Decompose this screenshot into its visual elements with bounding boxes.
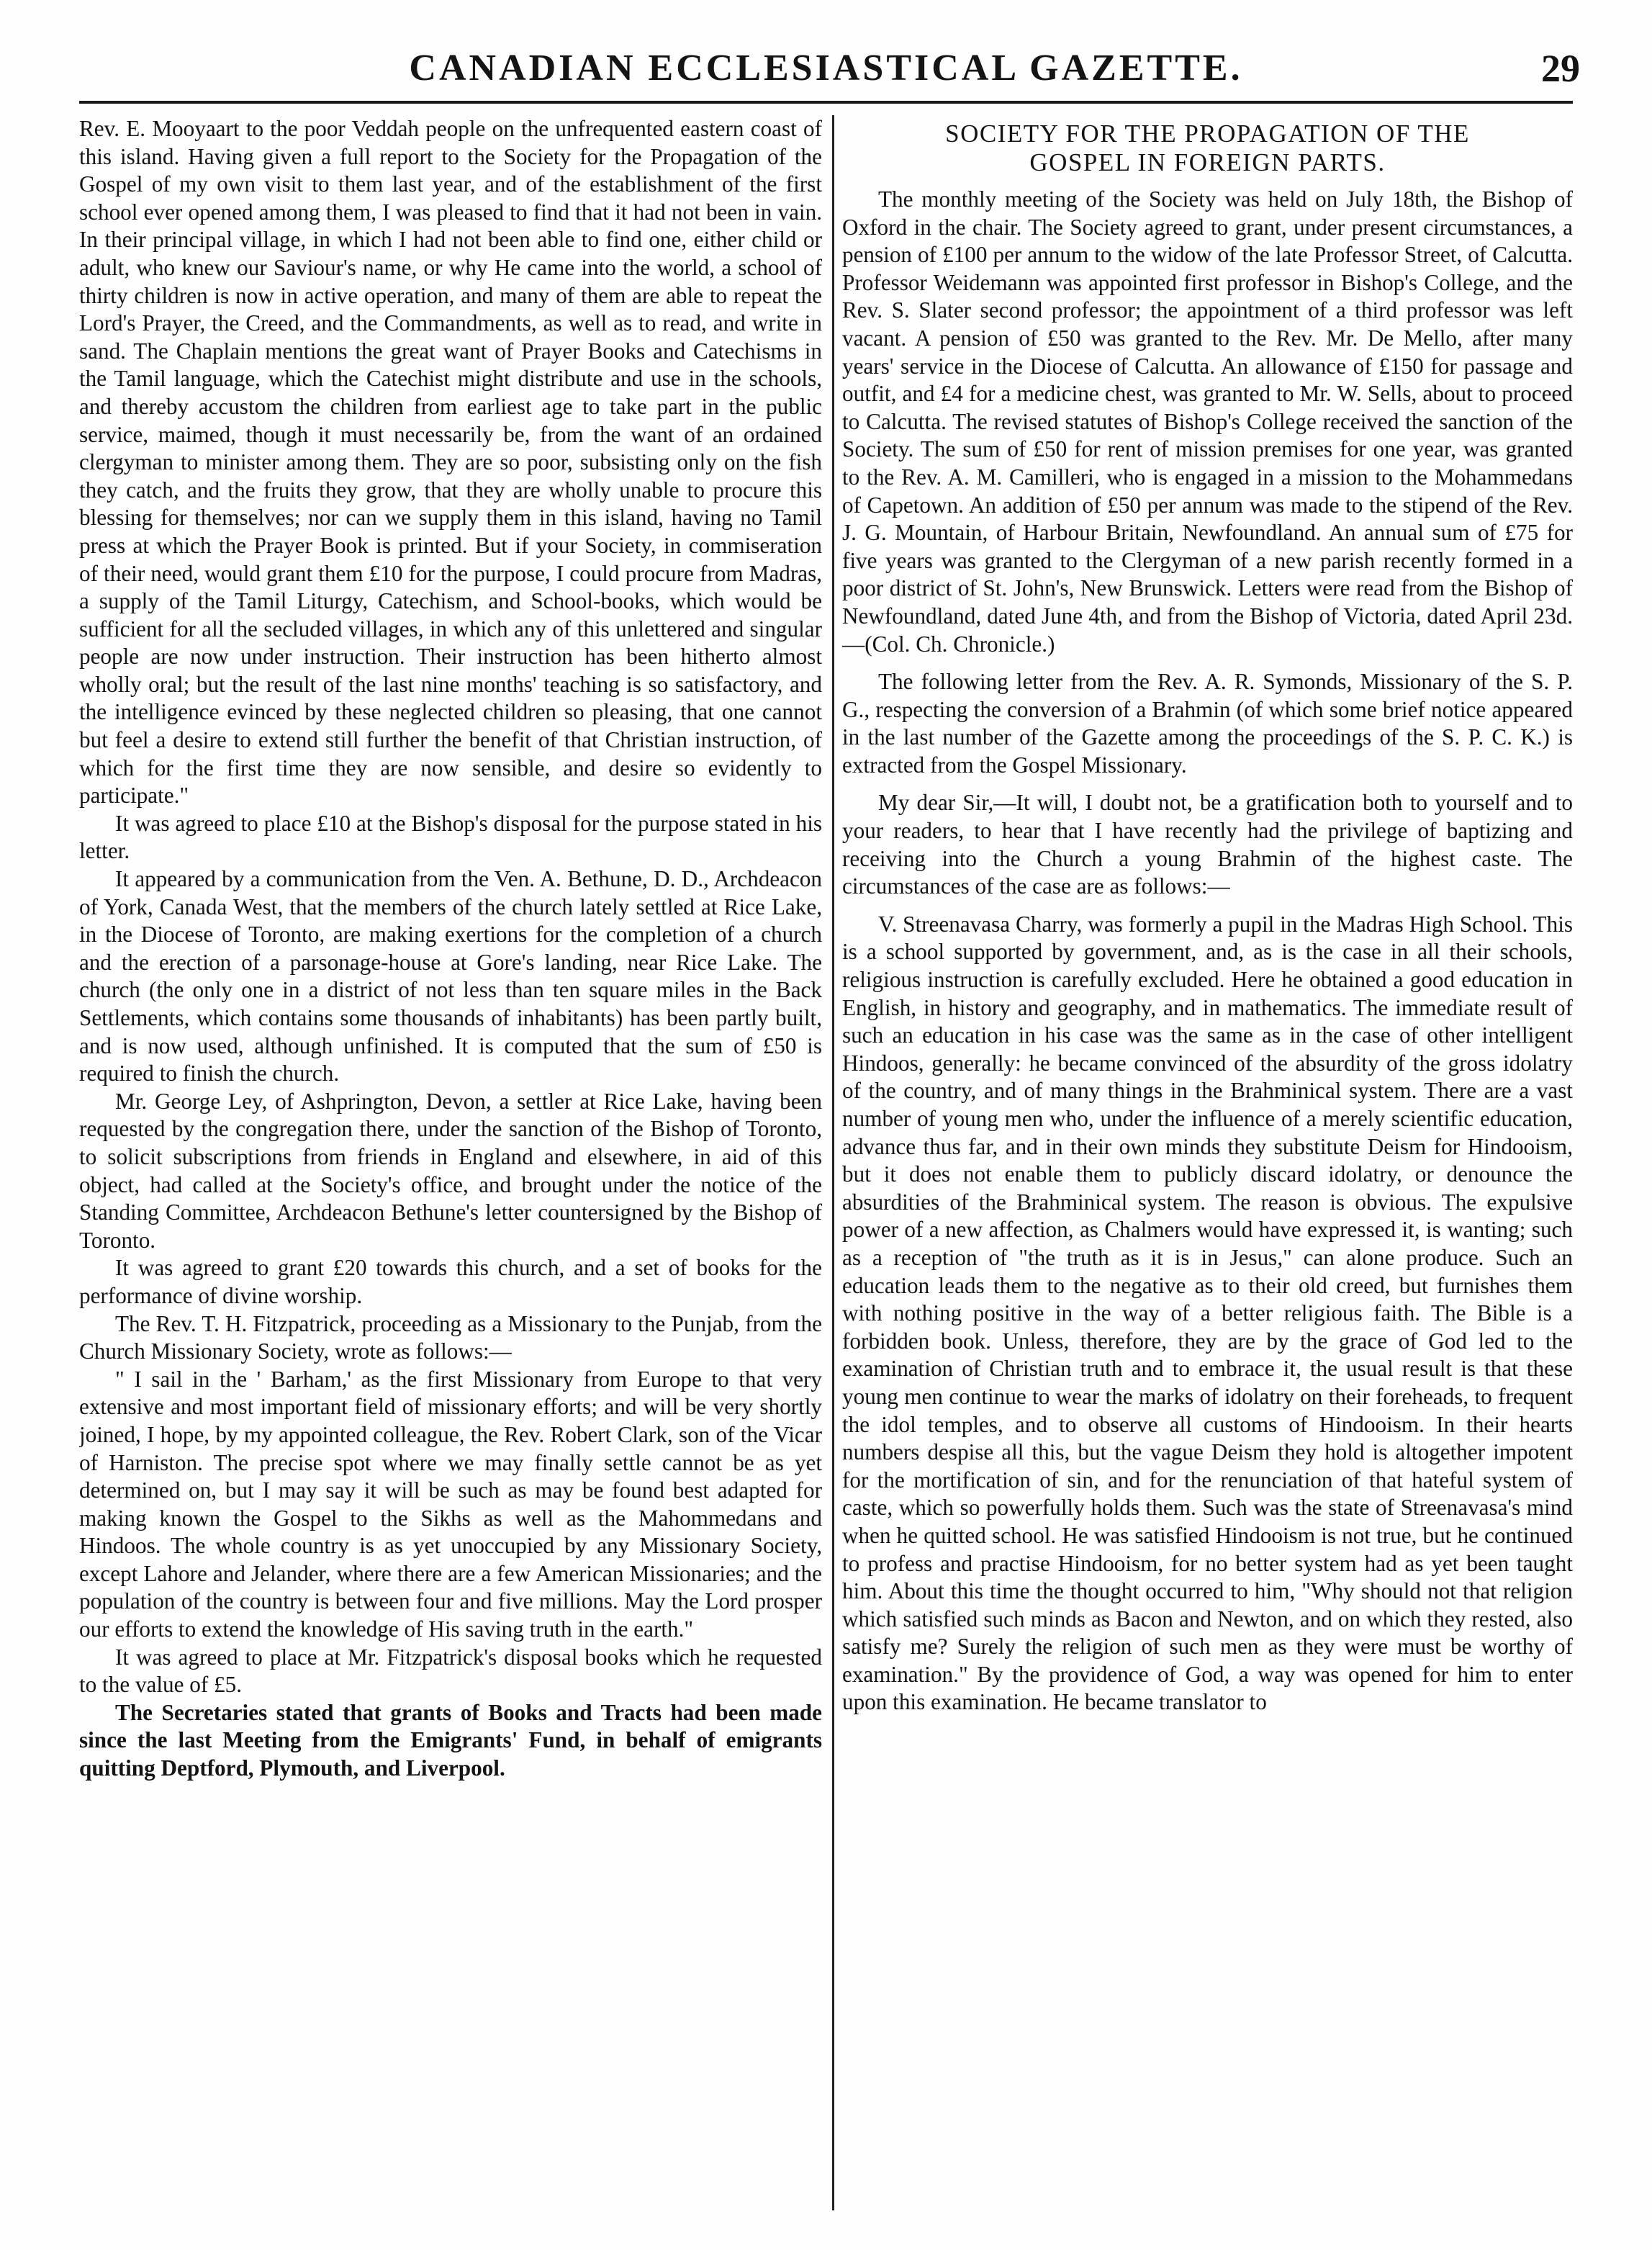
article-paragraph: V. Streenavasa Charry, was formerly a pupil in the Madras High School. This is a school supported by government, and, as is the case in all their schools, religious instruction is carefully excluded. Here he obtained a good education in English, in history and geography, and in mathematics. The immediate result of such an education in his case was the same as in the case of other intelligent Hindoos, generally: he became convinced of the absurdity of the gross idolatry of the country, and of many things in the Brahminical system. There are a vast number of young men who, under the influence of a merely scientific education, advance thus far, and in their own minds they substitute Deism for Hindooism, but it does not enable them to publicly discard idolatry, or denounce the absurdities of the Brahminical system. The reason is obvious. The expulsive power of a new affection, as Chalmers would have expressed it, is wanting; such as a reception of "the truth as it is in Jesus," can alone produce. Such an education leads them to the negative as to their old creed, but furnishes them with nothing positive in the way of a better religious faith. The Bible is a forbidden book. Unless, therefore, they are by the grace of God led to the examination of Christian truth and to embrace it, the usual result is that these young men continue to wear the marks of idolatry on their foreheads, to frequent the idol temples, and to observe all customs of Hindooism. In their hearts numbers despise all this, but the vague Deism they hold is altogether impotent for the mortification of sin, and for the renunciation of that hateful system of caste, which so powerfully holds them. Such was the state of Streenavasa's mind when he quitted school. He was satisfied Hindooism is not true, but he continued to profess and practise Hindooism, for no better system had as yet been taught him. About this time the thought occurred to him, "Why should not that religion which satisfied such minds as Bacon and Newton, and on which they rested, also satisfy me? Surely the religion of such men as they were must be worthy of examination." By the providence of God, a way was opened for him to enter upon this examination. He became translator to — [842, 911, 1573, 1715]
left-column — [79, 115, 822, 2225]
letter-salutation-paragraph: My dear Sir,—It will, I doubt not, be a gratification both to yourself and to your readers, to hear that I have recently had the privilege of baptizing and receiving into the Church a young Brahmin of the highest caste. The circumstances of the case are as follows:— — [842, 790, 1573, 899]
article-paragraph: It was agreed to place £10 at the Bishop's disposal for the purpose stated in his letter. — [79, 810, 822, 864]
article-paragraph: The Rev. T. H. Fitzpatrick, proceeding as a Missionary to the Punjab, from the Church Missionary Society, wrote as follows:— — [79, 1310, 822, 1364]
paragraph-gap — [842, 901, 1573, 911]
column-divider — [832, 115, 834, 2210]
section-heading-line: GOSPEL IN FOREIGN PARTS. — [1029, 148, 1386, 176]
article-paragraph: It was agreed to grant £20 towards this church, and a set of books for the performance of divine worship. — [79, 1255, 822, 1308]
article-paragraph: " I sail in the ' Barham,' as the first Missionary from Europe to that very extensive and most important field of missionary efforts; and will be very shortly joined, I hope, by my appointed colleague, the Rev. Robert Clark, son of the Vicar of Harniston. The precise spot where we may finally settle cannot be as yet determined on, but I may say it will be such as may be found best adapted for making known the Gospel to the Sikhs as well as the Mahommedans and Hindoos. The whole country is as yet unoccupied by any Missionary Society, except Lahore and Jelander, where there are a few American Missionaries; and the population of the country is between four and five millions. May the Lord prosper our efforts to extend the knowledge of His saving truth in the earth." — [79, 1366, 822, 1642]
page-number: 29 — [1541, 47, 1580, 90]
article-paragraph: The Secretaries stated that grants of Books and Tracts had been made since the last Meeting from the Emigrants' Fund, in behalf of emigrants quitting Deptford, Plymouth, and Liverpool. — [79, 1699, 822, 1781]
article-paragraph: It was agreed to place at Mr. Fitzpatrick's disposal books which he requested to the value of £5. — [79, 1644, 822, 1698]
publication-title: CANADIAN ECCLESIASTICAL GAZETTE. — [409, 48, 1243, 89]
paragraph-gap — [842, 658, 1573, 668]
article-paragraph: Mr. George Ley, of Ashprington, Devon, a settler at Rice Lake, having been requested by the congregation there, under the sanction of the Bishop of Toronto, to solicit subscriptions from friends in England and elsewhere, in aid of this object, had called at the Society's office, and brought under the notice of the Standing Committee, Archdeacon Bethune's letter countersigned by the Bishop of Toronto. — [79, 1088, 822, 1253]
section-heading-line: SOCIETY FOR THE PROPAGATION OF THE — [945, 120, 1470, 148]
header-rule — [79, 101, 1573, 104]
article-paragraph: It appeared by a communication from the Ven. A. Bethune, D. D., Archdeacon of York, Canada West, that the members of the church lately settled at Rice Lake, in the Diocese of Toronto, are making exertions for the completion of a church and the erection of a parsonage-house at Gore's landing, near Rice Lake. The church (the only one in a district of not less than ten square miles in the Back Settlements, which contains some thousands of inhabitants) has been partly built, and is now used, although unfinished. It is computed that the sum of £50 is required to finish the church. — [79, 866, 822, 1086]
page-header — [72, 43, 1580, 94]
article-paragraph: The following letter from the Rev. A. R. Symonds, Missionary of the S. P. G., respecting the conversion of a Brahmin (of which some brief notice appeared in the last number of the Gazette among the proceedings of the S. P. C. K.) is extracted from the Gospel Missionary. — [842, 669, 1573, 778]
article-paragraph: Rev. E. Mooyaart to the poor Veddah people on the unfrequented eastern coast of this island. Having given a full report to the Society for the Propagation of the Gospel of my own visit to them last year, and of the establishment of the first school ever opened among them, I was pleased to find that it had not been in vain. In their principal village, in which I had not been able to find one, either child or adult, who knew our Saviour's name, or why He came into the world, a school of thirty children is now in active operation, and many of them are able to repeat the Lord's Prayer, the Creed, and the Commandments, as well as to read, and write in sand. The Chaplain mentions the great want of Prayer Books and Catechisms in the Tamil language, which the Catechist might distribute and use in the schools, and thereby accustom the children from earliest age to take part in the public service, maimed, though it must necessarily be, from the want of an ordained clergyman to minister among them. They are so poor, subsisting only on the fish they catch, and the fruits they grow, that they are wholly unable to procure this blessing for themselves; nor can we supply them in this island, having no Tamil press at which the Prayer Book is printed. But if your Society, in commiseration of their need, would grant them £10 for the purpose, I could procure from Madras, a supply of the Tamil Liturgy, Catechism, and School-books, which would be sufficient for all the secluded villages, in which any of this unlettered and singular people are now under instruction. Their instruction has been hitherto almost wholly oral; but the result of the last nine months' teaching is so satisfactory, and the intelligence evinced by these neglected children so pleasing, that one cannot but feel a desire to extend still further the benefit of that Christian instruction, of which for the first time they are now sensible, and desire so evidently to participate." — [79, 116, 822, 809]
paragraph-gap — [842, 779, 1573, 789]
right-column — [842, 115, 1573, 2225]
article-paragraph: The monthly meeting of the Society was held on July 18th, the Bishop of Oxford in the chair. The Society agreed to grant, under present circumstances, a pension of £100 per annum to the widow of the late Professor Street, of Calcutta. Professor Weidemann was appointed first professor in Bishop's College, and the Rev. S. Slater second professor; the appointment of a third professor was left vacant. A pension of £50 was granted to the Rev. Mr. De Mello, after many years' service in the Diocese of Calcutta. An allowance of £150 for passage and outfit, and £4 for a medicine chest, was granted to Mr. W. Sells, about to proceed to Calcutta. The revised statutes of Bishop's College received the sanction of the Society. The sum of £50 for rent of mission premises for one year, was granted to the Rev. A. M. Camilleri, who is engaged in a mission to the Mohammedans of Capetown. An addition of £50 per annum was made to the stipend of the Rev. J. G. Mountain, of Harbour Britain, Newfoundland. An annual sum of £75 for five years was granted to the Clergyman of a new parish recently formed in a poor district of St. John's, New Brunswick. Letters were read from the Bishop of Newfoundland, dated June 4th, and from the Bishop of Victoria, dated April 23d.—(Col. Ch. Chronicle.) — [842, 186, 1573, 657]
section-heading — [842, 120, 1573, 177]
